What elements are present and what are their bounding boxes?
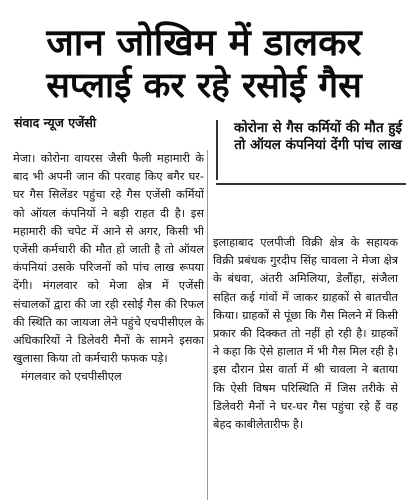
pullquote-bottom-rule: [216, 183, 406, 185]
pullquote: कोरोना से गैस कर्मियों की मौत हुई तो ऑयल कंपनियां देंगी पांच लाख: [233, 120, 403, 153]
headline-line-1: जान जोखिम में डालकर: [46, 21, 362, 64]
pullquote-left-rule: [216, 120, 218, 180]
article-column-2: [213, 234, 398, 500]
column-1-paragraph: [13, 150, 204, 368]
column-1-continuation: मंगलवार को एचपीसीएल: [21, 370, 122, 384]
column-2-paragraph: [213, 234, 398, 434]
column-divider: [207, 150, 208, 500]
column-2-text: इलाहाबाद एलपीजी विक्री क्षेत्र के सहायक विक्री प्रबंधक गुरदीप सिंह चावला ने मेजा क्षेत्र के बंधवा, अंतरी अमिलिया, डेलौंहा, संजैला सहित कई गांवों में जाकर ग्राहकों से बातचीत किया। ग्राहकों से पूंछा कि गैस मिलने में किसी प्रकार की दिक्कत तो नहीं हो रही है। ग्राहकों ने कहा कि ऐसे हालात में भी गैस मिल रही है। इस दौरान प्रेस वार्ता में श्री चावला ने बताया कि ऐसी विषम परिस्थिति में जिस तरीके से डिलेवरी मैनों ने घर-घर गैस पहुंचा रहे हैं वह बेहद काबीलेतारीफ है।: [213, 236, 398, 432]
column-1-text: कोरोना वायरस जैसी फैली महामारी के बाद भी अपनी जान की परवाह किए बगैर घर-घर गैस सिलेंडर पहुंचा रहे गैस एजेंसी कर्मियों को ऑयल कंपनियों ने बड़ी राहत दी है। इस महामारी की चपेट में आने से अगर, किसी भी एजेंसी कर्मचारी की मौत हो जाती है तो ऑयल कंपनियां उसके परिजनों को पांच लाख रूपया देंगी। मंगलवार को मेजा क्षेत्र में एजेंसी संचालकों द्वारा की जा रही रसोई गैस की रिफल की स्थिति का जायजा लेने पहुंचे एचपीसीएल के अधिकारियों ने डिलेवरी मैनों के सामने इसका खुलासा किया तो कर्मचारी फफक पड़े।: [13, 152, 204, 366]
dateline: मेजा।: [13, 152, 36, 165]
news-agency-byline: संवाद न्यूज एजेंसी: [14, 115, 97, 130]
article-column-1: [13, 150, 204, 500]
headline-line-2: सप्लाई कर रहे रसोई गैस: [46, 66, 362, 106]
column-1-continuation-paragraph: [13, 368, 204, 386]
